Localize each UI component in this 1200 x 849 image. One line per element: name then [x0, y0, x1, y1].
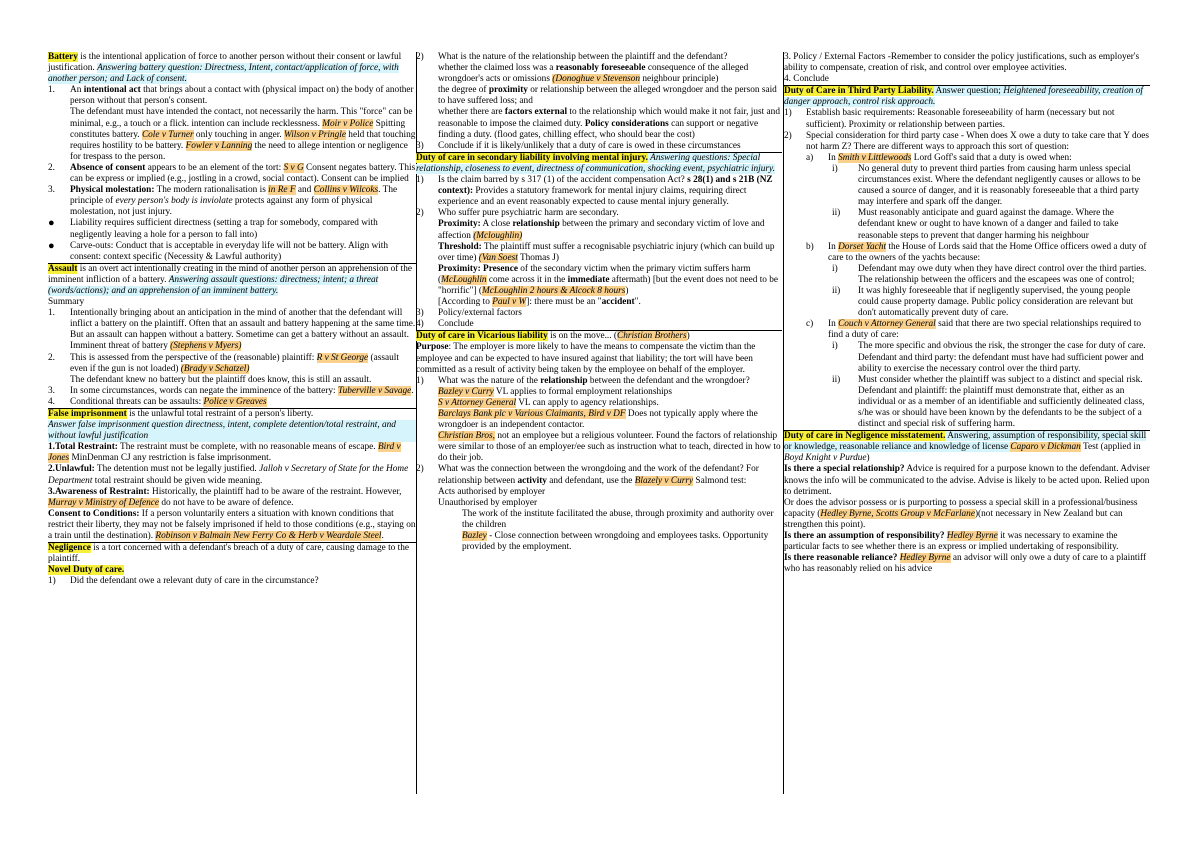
- misstatement-section: [784, 430, 1150, 575]
- case-name: Couch v Attorney General: [838, 319, 936, 330]
- third-party-title: Duty of Care in Third Party Liability.: [784, 86, 934, 97]
- paragraph: 3. Policy / External Factors -Remember to consider the policy justifications, such as employer's ability to compensate, creation of risk, and control over employee activities.: [784, 52, 1140, 74]
- case-name: Barclays Bank plc v Various Claimants, Bird v DF: [438, 409, 626, 419]
- battery-intro: Battery is the intentional application of force to another person without their consent or lawful justification. Answering battery question: Directness, Intent, contact/application of force, with another person; and Lack of consent.: [48, 52, 402, 85]
- list-item: 1) Did the defendant owe a relevant duty of care in the circumstance?: [48, 576, 319, 587]
- bullet-item: ● Liability requires sufficient directness (setting a trap for somebody, compared with negligently leaving a hole for a person to fall into): [48, 217, 378, 240]
- case-name: McLoughlin 2 hours & Alcock 8 hours: [481, 285, 626, 296]
- vicarious-title: Duty of care in Vicarious liability: [416, 331, 548, 342]
- battery-title: Battery: [48, 52, 78, 62]
- paragraph: Proximity: A close relationship between the primary and secondary victim of love and affection (Mcloughlin): [438, 219, 765, 241]
- case-name: Christian Brothers: [617, 331, 687, 342]
- list-item: i) Defendant may owe duty when they have direct control over the third parties. The relationship between the officers and the escapees was one of control;: [832, 263, 1147, 285]
- case-name: Fowler v Lanning: [185, 140, 253, 151]
- case-name: Paul v W: [492, 297, 527, 308]
- case-name: Smith v Littlewoods: [838, 152, 912, 163]
- list-item: 2. Absence of consent appears to be an element of the tort: S v G Consent negates battery. This can be express or implied (e.g., jostling in a crowd, social contact). Consent can be implied: [48, 162, 416, 185]
- paragraph: Is there a special relationship? Advice is required for a purpose known to the defendant. Adviser knows the info will be communicated to the advise. Advise is likely to be acted upon. Relied upon to detriment.: [784, 464, 1150, 497]
- paragraph: Christian Bros, not an employee but a religious volunteer. Found the factors of relationship were similar to those of an employer/ee such as instruction what to teach, directed in how to do their job.: [438, 431, 781, 464]
- list-item: 2) What is the nature of the relationship between the plaintiff and the defendant?: [416, 52, 728, 62]
- list-item: 1) Establish basic requirements: Reasonable foreseeability of harm (necessary but not sufficient). Proximity or relationship between parties.: [784, 108, 1115, 130]
- case-name: (Donoghue v Stevenson: [552, 74, 641, 85]
- misstatement-title: Duty of care in Negligence misstatement.: [784, 431, 946, 442]
- case-name: (Stephens v Myers): [170, 341, 242, 352]
- paragraph: Bazley v Curry VL applies to formal employment relationships: [438, 386, 672, 397]
- case-name: (Mcloughlin): [473, 230, 523, 241]
- novel-duty-heading: Novel Duty of care.: [48, 565, 125, 576]
- paragraph: [According to Paul v W]: there must be an "accident".: [438, 297, 641, 308]
- bullet-item: ● Carve-outs: Conduct that is acceptable in everyday life will not be battery. Align with consent: context specific (Necessity & Lawful authority): [48, 239, 388, 262]
- case-name: Bazley v Curry: [438, 386, 494, 397]
- list-item: 4. Conditional threats can be assaults: Police v Greaves: [48, 396, 267, 407]
- paragraph: the degree of proximity or relationship between the alleged wrongdoer and the person said to have suffered loss; and: [438, 85, 777, 107]
- column-2: [416, 52, 782, 553]
- case-name: Hedley Byrne, Scotts Group v McFarlane: [820, 508, 975, 519]
- paragraph: 1.Total Restraint: The restraint must be complete, with no reasonable means of escape. Bird v Jones MinDenman CJ any restriction is false imprisonment.: [48, 442, 401, 464]
- third-party-approach: Heightened foreseeability, creation of danger approach, control risk approach.: [784, 86, 1143, 108]
- paragraph: The work of the institute facilitated the abuse, through proximity and authority over the children: [462, 508, 774, 530]
- list-item: 1) What was the nature of the relationship between the defendant and the wrongdoer?: [416, 375, 750, 386]
- assault-intro: Assault is an overt act intentionally creating in the mind of another person an apprehension of the imminent infliction of a battery. Answering assault questions: directness; intent; a threat (words/actions); and an apprehension of an imminent battery.: [48, 263, 413, 296]
- false-imprisonment-title: False imprisonment: [48, 409, 127, 419]
- vicarious-continued: [784, 52, 1150, 85]
- case-name: Collins v Wilcoks: [313, 185, 379, 196]
- paragraph: Consent to Conditions: If a person voluntarily enters a situation with known conditions that restrict their liberty, they may not be falsely imprisoned if held to those conditions (e.g., staying on a train until the destination). Robinson v Balmain New Ferry Co & Herb v Weardale Steel.: [48, 508, 416, 542]
- paragraph: 2.Unlawful: The detention must not be legally justified. Jalloh v Secretary of State for the Home Department total restraint should be given wide meaning.: [48, 464, 409, 486]
- case-name: Police v Greaves: [203, 396, 267, 407]
- case-name: in Re F: [268, 185, 296, 196]
- case-name: Jalloh v Secretary of State for the Home Department: [48, 464, 409, 486]
- case-name: Cole v Turner: [141, 129, 194, 140]
- list-item: 2) Who suffer pure psychiatric harm are secondary.: [416, 208, 619, 219]
- case-name: Hedley Byrne: [899, 553, 951, 564]
- case-name: Hedley Byrne: [946, 531, 998, 542]
- paragraph: Is there reasonable reliance? Hedley Byrne an advisor will only owe a duty of care to a plaintiff who has reasonably relied on his advice: [784, 553, 1147, 575]
- summary-label: Summary: [48, 297, 85, 308]
- third-party-heading: Duty of Care in Third Party Liability. Answer question; Heightened foreseeability, creation of danger approach, control risk approach.: [784, 86, 1143, 108]
- case-name: R v St George: [316, 352, 369, 363]
- false-imprisonment-section: [48, 408, 416, 542]
- negligence-intro: Negligence is a tort concerned with a defendant's breach of a duty of care, causing damage to the plaintiff.: [48, 543, 410, 565]
- case-name: S v G: [283, 162, 304, 173]
- list-item: 2) What was the connection between the wrongdoing and the work of the defendant? For relationship between activity and defendant, use the Blazely v Curry Salmond test:: [416, 464, 759, 486]
- paragraph: 4. Conclude: [784, 74, 829, 85]
- case-name: Bird v Jones: [48, 442, 401, 464]
- list-item: 1) Is the claim barred by s 317 (1) of the accident compensation Act? s 28(1) and s 21B (NZ context): Provides a statutory framework for mental injury claims, requiring direct experience and an event reasonably expected to cause mental injury generally.: [416, 175, 773, 208]
- paragraph: whether the claimed loss was a reasonably foreseeable consequence of the alleged wrongdoer's acts or omissions (Donoghue v Stevenson neighbour principle): [438, 63, 749, 85]
- case-name: Murray v Ministry of Defence: [48, 497, 160, 508]
- negligence-section: [48, 542, 416, 587]
- list-item: 1. An intentional act that brings about a contact with (physical impact on) the body of another person without that person's consent.: [48, 85, 414, 107]
- list-item: a) In Smith v Littlewoods Lord Goff's said that a duty is owed when:: [806, 152, 1072, 163]
- list-item: 4) Conclude: [416, 319, 474, 330]
- paragraph: Proximity: Presence of the secondary victim when the primary victim suffers harm (McLoughlin come across it in the immediate aftermath) [but the event does not need to be "horrific"] (McLoughlin 2 hours & Alcock 8 hours): [438, 263, 779, 296]
- column-3: [784, 52, 1150, 575]
- paragraph: Or does the advisor possess or is purporting to possess a special skill in a professional/business capacity (Hedley Byrne, Scotts Group v McFarlane)(not necessary in New Zealand but can strengthen this point).: [784, 497, 1138, 530]
- case-name: Robinson v Balmain New Ferry Co & Herb v Weardale Steel: [155, 531, 382, 542]
- case-name: (Van Soest: [478, 252, 518, 263]
- paragraph: Threshold: The plaintiff must suffer a recognisable psychiatric injury (which can build up over time) (Van Soest Thomas J): [438, 241, 775, 263]
- case-name: Boyd Knight v Purdue: [784, 453, 867, 464]
- vicarious-section: [416, 330, 782, 553]
- list-item: c) In Couch v Attorney General said that there are two special relationships required to find a duty of care:: [806, 319, 1142, 341]
- list-item: 3. In some circumstances, words can negate the imminence of the battery: Tuberville v Savage.: [48, 385, 414, 396]
- mental-injury-section: [416, 152, 782, 331]
- case-name: S v Attorney General: [438, 397, 517, 408]
- case-name: McLoughlin: [441, 274, 487, 285]
- paragraph: Barclays Bank plc v Various Claimants, Bird v DF Does not typically apply where the wrongdoer is an independent contactor.: [438, 409, 758, 431]
- list-item: 3. Physical molestation: The modern rationalisation is in Re F and Collins v Wilcoks. The principle of every person's body is inviolate protects against any form of physical molestation, not just injury.: [48, 185, 398, 218]
- paragraph: whether there are factors external to the relationship which would make it not fair, just and reasonable to impose the claimed duty. Policy considerations can support or negative finding a duty. (flood gates, chilling effect, who should bear the cost): [438, 107, 780, 140]
- assault-approach: Answering assault questions: directness; intent; a threat (words/actions); and an apprehension of an imminent battery.: [48, 274, 379, 296]
- paragraph: Unauthorised by employer: [438, 497, 538, 508]
- list-item: i) The more specific and obvious the risk, the stronger the case for duty of care. Defendant and third party: the defendant must have had sufficient power and ability to exercise the necessary control over the third party.: [832, 341, 1146, 374]
- case-name: Christian Bros,: [438, 431, 495, 442]
- list-item: 3) Policy/external factors: [416, 308, 522, 319]
- mental-injury-title: Duty of care in secondary liability involving mental injury.: [416, 152, 648, 163]
- list-item: i) No general duty to prevent third parties from causing harm unless special circumstances exist. Where the defendant negligently causes or allows to be caused a source of danger, and it is reasonably foreseeable that a third party may interfere and spark off the danger.: [832, 163, 1141, 208]
- list-item: ii) Must reasonably anticipate and guard against the damage. Where the defendant knew or ought to have known of a danger and failed to take reasonable steps to prevent that danger harming his neighbour: [832, 208, 1119, 241]
- vicarious-heading: Duty of care in Vicarious liability is on the move... (Christian Brothers): [416, 331, 690, 342]
- paragraph: Purpose: The employer is more likely to have the means to compensate the victim than the employee and can be expected to have insured against that liability; the tort will have been committed as a result of activity being taken by the employee on behalf of the employer.: [416, 342, 756, 375]
- case-name: Tuberville v Savage: [337, 385, 412, 396]
- third-party-section: [784, 85, 1150, 430]
- false-imprisonment-intro: False imprisonment is the unlawful total restraint of a person's liberty.: [48, 409, 314, 419]
- list-item: 3) Conclude if it is likely/unlikely that a duty of care is owed in these circumstances: [416, 140, 741, 151]
- case-name: Moir v Police: [322, 118, 374, 129]
- case-name: Bazley: [462, 531, 487, 542]
- paragraph: S v Attorney General VL can apply to agency relationships.: [438, 397, 659, 408]
- list-item-text: The defendant must have intended the contact, not necessarily the harm. This "force" can be minimal, e.g., a touch or a flick. intention can include recklessness. Moir v Police Spitting constitutes battery. Cole v Turner only touching in anger. Wilson v Pringle held that touching requires hostility to be battery. Fowler v Lanning the need to allege intention or negligence for trespass to the person.: [70, 107, 416, 162]
- case-name: (Brady v Schatzel): [180, 363, 250, 374]
- false-imprisonment-approach: Answer false imprisonment question directness, intent, complete detention/total restraint, and without lawful justification: [48, 420, 416, 442]
- negligence-title: Negligence: [48, 543, 91, 554]
- paragraph: Bazley - Close connection between wrongdoing and employees tasks. Opportunity provided by the employment.: [462, 531, 769, 553]
- battery-section: [48, 52, 416, 263]
- mental-injury-approach: Answering questions: Special relationship, closeness to event, directness of communication, shocking event, psychiatric injury.: [416, 152, 775, 174]
- paragraph: 3.Awareness of Restraint: Historically, the plaintiff had to be aware of the restraint. However, Murray v Ministry of Defence do not have to be aware of defence.: [48, 486, 402, 508]
- list-item: ii) It was highly foreseeable that if negligently supervised, the young people could cause property damage. Public policy consideration are relevant but don't automatically prevent duty of care.: [832, 285, 1134, 319]
- assault-title: Assault: [48, 263, 78, 274]
- list-item: 1. Intentionally bringing about an anticipation in the mind of another that the defendant will inflict a battery on the plaintiff. Often that an assault and battery happening at the same time. But an assault can happen without a battery. Sometime can get a battery without an assault. Imminent threat of battery (Stephens v Myers): [48, 308, 416, 352]
- case-name: Caparo v Dickman: [1010, 442, 1081, 453]
- column-1: [48, 52, 416, 588]
- list-item: ii) Must consider whether the plaintiff was subject to a distinct and special risk. Defendant and plaintiff: the plaintiff must demonstrate that, either as an individual or as a member of an identifiable and sufficiently delineated class, s/he was or should have been known by the defendants to be the subject of a distinct and special risk of suffering harm.: [832, 374, 1145, 430]
- paragraph: Is there an assumption of responsibility? Hedley Byrne it was necessary to examine the particular facts to see whether there is an express or implied undertaking of responsibility.: [784, 531, 1119, 553]
- misstatement-heading: Duty of care in Negligence misstatement. Answering, assumption of responsibility, special skill or knowledge, reasonable reliance and knowledge of license Caparo v Dickman Test (applied in Boyd Knight v Purdue): [784, 431, 1147, 464]
- paragraph: Acts authorised by employer: [438, 486, 546, 497]
- mental-injury-heading: [416, 153, 782, 175]
- list-item: 2) Special consideration for third party case - When does X owe a duty to take care that Y does not harm Z? There are different ways to approach this sort of question:: [784, 130, 1150, 152]
- case-name: Wilson v Pringle: [283, 129, 346, 140]
- list-item: 2. This is assessed from the perspective of the (reasonable) plaintiff: R v St George (assault even if the gun is not loaded) (Brady v Schatzel) The defendant knew no battery but the plaintiff does know, this is still an assault.: [48, 352, 399, 385]
- case-name: Blazely v Curry: [634, 475, 694, 486]
- novel-duty-continued: [416, 52, 782, 152]
- battery-approach: Answering battery question: Directness, Intent, contact/application of force, with another person; and Lack of consent.: [48, 63, 399, 85]
- list-item: b) In Dorset Yacht the House of Lords said that the Home Office officers owed a duty of care to the owners of the yachts because:: [806, 241, 1147, 263]
- assault-section: [48, 263, 416, 408]
- case-name: Dorset Yacht: [838, 241, 887, 252]
